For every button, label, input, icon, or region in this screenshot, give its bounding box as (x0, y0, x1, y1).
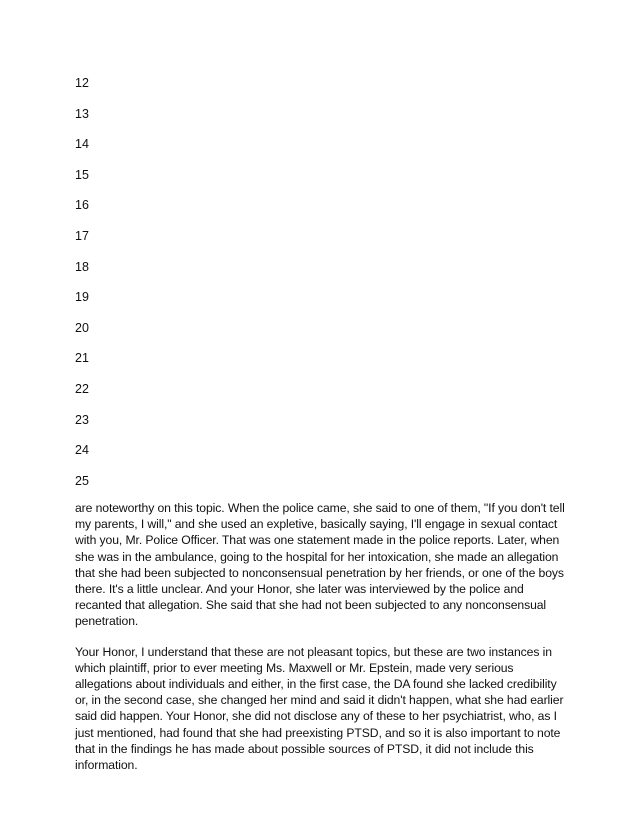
line-number: 24 (75, 443, 89, 458)
body-text (75, 500, 567, 787)
line-number: 22 (75, 381, 89, 396)
line-number: 21 (75, 351, 89, 366)
paragraph: Your Honor, I understand that these are not pleasant topics, but these are two instances in which plaintiff, prior to ever meeting Ms. Maxwell or Mr. Epstein, made very serious allegations about individuals and either, in the first case, the DA found she lacked credibility or, in the second case, she changed her mind and said it didn't happen, what she had earlier said did happen. Your Honor, she did not disclose any of these to her psychiatrist, who, as I just mentioned, had found that she had preexisting PTSD, and so it is also important to note that in the findings he has made about possible sources of PTSD, it did not include this information. (75, 644, 564, 773)
line-number: 20 (75, 320, 89, 335)
line-number-column (75, 72, 89, 500)
line-number: 18 (75, 259, 89, 274)
line-number: 16 (75, 198, 89, 213)
line-number: 14 (75, 137, 89, 152)
line-number: 12 (75, 76, 89, 90)
line-number: 15 (75, 167, 89, 182)
line-number: 23 (75, 412, 89, 427)
line-number: 13 (75, 106, 89, 121)
line-number: 17 (75, 228, 89, 243)
line-number: 25 (75, 473, 89, 488)
line-number: 19 (75, 290, 89, 305)
paragraph: are noteworthy on this topic. When the police came, she said to one of them, "If you don't tell my parents, I will," and she used an expletive, basically saying, I'll engage in sexual contact with you, Mr. Police Officer. That was one statement made in the police reports. Later, when she was in the ambulance, going to the hospital for her intoxication, she made an allegation that she had been subjected to nonconsensual penetration by her friends, or one of the boys there. It's a little unclear. And your Honor, she later was interviewed by the police and recanted that allegation. She said that she had not been subjected to any nonconsensual penetration. (75, 501, 565, 629)
